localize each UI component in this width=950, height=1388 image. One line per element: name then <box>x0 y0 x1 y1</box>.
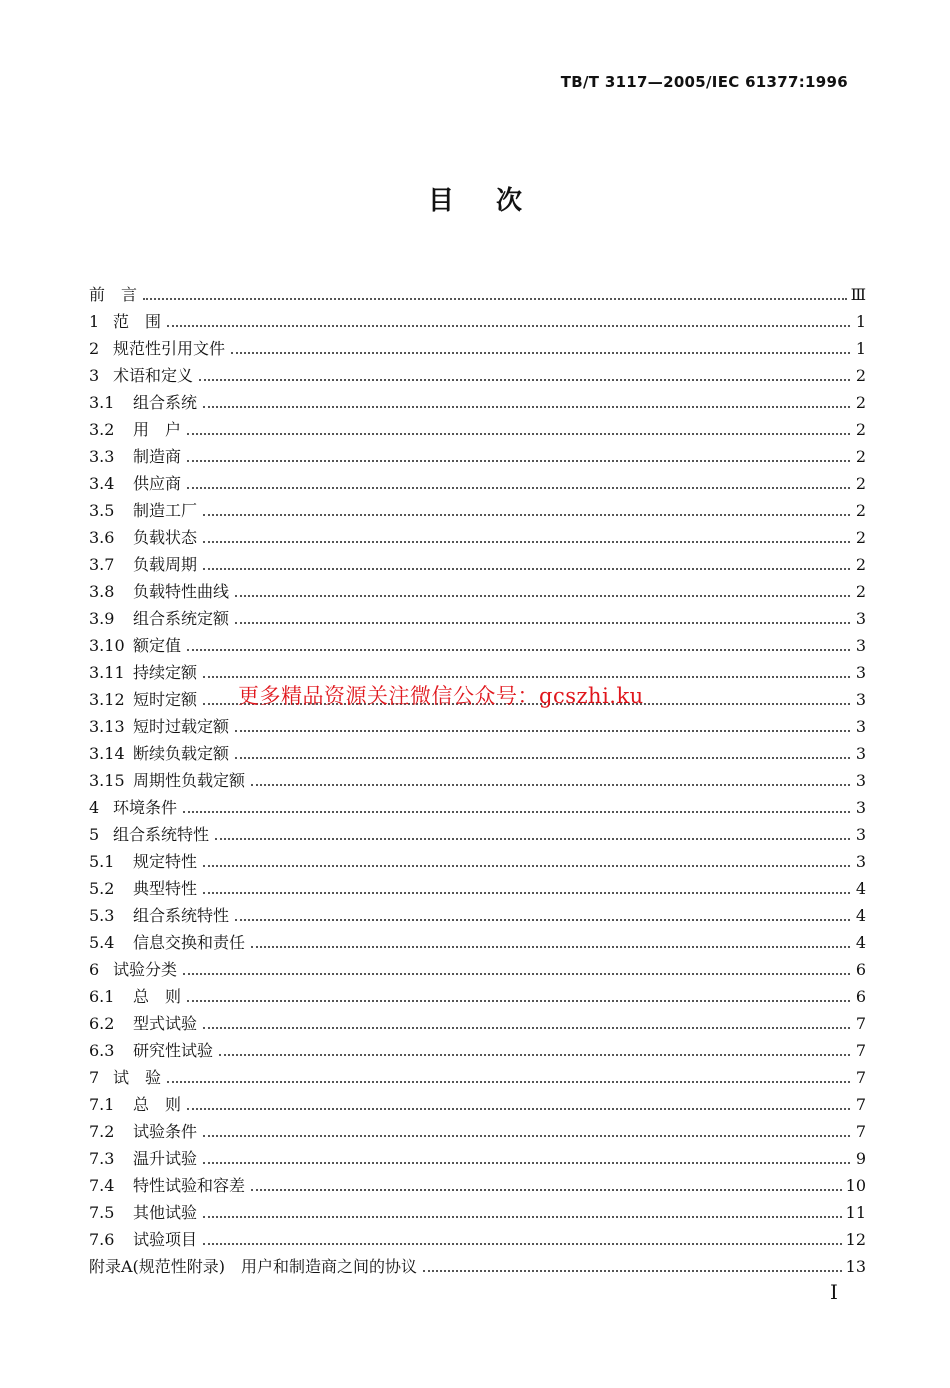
toc-entry-page: 3 <box>855 717 866 736</box>
toc-entry-label: 试验项目 <box>133 1230 198 1249</box>
toc-leader-dots <box>187 487 850 489</box>
toc-leader-dots <box>235 757 850 759</box>
toc-entry-number: 3.11 <box>89 663 125 682</box>
toc-leader-dots <box>143 298 847 300</box>
toc-entry-number: 3.12 <box>89 690 125 709</box>
toc-entry-number: 3.6 <box>89 528 115 547</box>
toc-entry-label: 研究性试验 <box>133 1041 214 1060</box>
toc-entry-label: 环境条件 <box>113 798 178 817</box>
toc-entry <box>89 1118 866 1145</box>
toc-entry <box>89 1091 866 1118</box>
toc-entry-number: 6.3 <box>89 1041 115 1060</box>
toc-leader-dots <box>423 1270 842 1272</box>
toc-entry-page: 3 <box>855 852 866 871</box>
toc-entry-page: 4 <box>855 906 866 925</box>
toc-entry <box>89 416 866 443</box>
toc-entry <box>89 497 866 524</box>
toc-entry-page: 3 <box>855 771 866 790</box>
toc-entry <box>89 362 866 389</box>
toc-entry-page: 2 <box>855 582 866 601</box>
toc-entry-label: 典型特性 <box>133 879 198 898</box>
toc-leader-dots <box>183 811 850 813</box>
toc-entry-label: 信息交换和责任 <box>133 933 246 952</box>
toc-entry-page: 2 <box>855 501 866 520</box>
toc-leader-dots <box>231 352 850 354</box>
toc-entry <box>89 551 866 578</box>
toc-entry-page: 2 <box>855 420 866 439</box>
toc-entry-label: 范 围 <box>113 312 162 331</box>
toc-entry-page: 3 <box>855 798 866 817</box>
toc-entry-page: 10 <box>845 1176 866 1195</box>
toc-entry-number: 7.6 <box>89 1230 115 1249</box>
table-of-contents <box>89 281 866 1280</box>
toc-entry-number: 3.15 <box>89 771 125 790</box>
toc-entry <box>89 524 866 551</box>
toc-entry-page: 2 <box>855 474 866 493</box>
toc-entry-page: 2 <box>855 555 866 574</box>
toc-entry-page: 3 <box>855 690 866 709</box>
toc-leader-dots <box>187 1000 850 1002</box>
toc-entry <box>89 389 866 416</box>
toc-entry-number: 5.4 <box>89 933 115 952</box>
toc-entry-label: 试验条件 <box>133 1122 198 1141</box>
toc-entry-label: 持续定额 <box>133 663 198 682</box>
toc-entry <box>89 1253 866 1280</box>
toc-leader-dots <box>235 622 850 624</box>
toc-entry-label: 制造工厂 <box>133 501 198 520</box>
toc-entry-page: 3 <box>855 825 866 844</box>
toc-entry-label: 负载状态 <box>133 528 198 547</box>
toc-entry-number: 3.9 <box>89 609 115 628</box>
toc-leader-dots <box>203 406 850 408</box>
toc-entry <box>89 740 866 767</box>
toc-entry-label: 温升试验 <box>133 1149 198 1168</box>
toc-leader-dots <box>203 568 850 570</box>
toc-entry <box>89 1064 866 1091</box>
toc-entry-page: 11 <box>845 1203 866 1222</box>
toc-entry-number: 6.1 <box>89 987 115 1006</box>
toc-entry-number: 3.10 <box>89 636 125 655</box>
toc-entry-number: 3.5 <box>89 501 115 520</box>
standard-number: TB/T 3117—2005/IEC 61377:1996 <box>560 73 848 91</box>
toc-entry-page: 3 <box>855 609 866 628</box>
toc-leader-dots <box>203 1027 850 1029</box>
toc-entry-label: 附录A(规范性附录) 用户和制造商之间的协议 <box>89 1257 418 1276</box>
toc-entry-label: 规范性引用文件 <box>113 339 226 358</box>
toc-leader-dots <box>187 433 850 435</box>
toc-entry <box>89 929 866 956</box>
toc-entry-page: 6 <box>855 987 866 1006</box>
toc-entry <box>89 1010 866 1037</box>
toc-entry-page: 2 <box>855 366 866 385</box>
toc-leader-dots <box>187 649 850 651</box>
toc-entry <box>89 1199 866 1226</box>
toc-entry-page: 4 <box>855 933 866 952</box>
toc-entry-page: 13 <box>845 1257 866 1276</box>
toc-entry-page: 2 <box>855 528 866 547</box>
toc-leader-dots <box>219 1054 850 1056</box>
toc-entry <box>89 335 866 362</box>
toc-entry <box>89 470 866 497</box>
toc-entry-label: 型式试验 <box>133 1014 198 1033</box>
toc-entry-page: 12 <box>845 1230 866 1249</box>
toc-leader-dots <box>203 1135 850 1137</box>
toc-entry <box>89 794 866 821</box>
toc-entry-number: 2 <box>89 339 100 358</box>
toc-entry <box>89 443 866 470</box>
toc-entry-number: 3.14 <box>89 744 125 763</box>
toc-entry <box>89 983 866 1010</box>
toc-leader-dots <box>187 460 850 462</box>
toc-entry-number: 4 <box>89 798 100 817</box>
toc-entry-number: 5.3 <box>89 906 115 925</box>
toc-leader-dots <box>235 730 850 732</box>
toc-entry <box>89 1226 866 1253</box>
toc-entry-number: 7.2 <box>89 1122 115 1141</box>
toc-leader-dots <box>167 325 850 327</box>
toc-entry-label: 周期性负载定额 <box>133 771 246 790</box>
toc-entry-label: 前 言 <box>89 285 138 304</box>
toc-leader-dots <box>203 1162 850 1164</box>
watermark-text: 更多精品资源关注微信公众号：gcszhi.ku <box>238 684 644 708</box>
toc-entry-label: 用 户 <box>133 420 182 439</box>
toc-leader-dots <box>199 379 850 381</box>
toc-entry <box>89 902 866 929</box>
toc-entry-label: 其他试验 <box>133 1203 198 1222</box>
toc-leader-dots <box>203 514 850 516</box>
toc-entry <box>89 632 866 659</box>
toc-leader-dots <box>251 1189 842 1191</box>
toc-entry-page: 3 <box>855 636 866 655</box>
toc-leader-dots <box>183 973 850 975</box>
toc-entry-label: 特性试验和容差 <box>133 1176 246 1195</box>
toc-leader-dots <box>187 1108 850 1110</box>
toc-leader-dots <box>251 946 850 948</box>
toc-leader-dots <box>235 595 850 597</box>
toc-entry-label: 规定特性 <box>133 852 198 871</box>
toc-entry-page: 3 <box>855 663 866 682</box>
toc-entry-number: 3.7 <box>89 555 115 574</box>
toc-entry-number: 3.8 <box>89 582 115 601</box>
toc-entry-page: 7 <box>855 1014 866 1033</box>
toc-entry-label: 组合系统定额 <box>133 609 230 628</box>
toc-entry <box>89 848 866 875</box>
toc-leader-dots <box>203 676 850 678</box>
toc-leader-dots <box>215 838 850 840</box>
toc-entry-page: 7 <box>855 1122 866 1141</box>
toc-entry-number: 6 <box>89 960 100 979</box>
toc-entry-label: 负载特性曲线 <box>133 582 230 601</box>
toc-entry-label: 组合系统特性 <box>113 825 210 844</box>
toc-entry-number: 3 <box>89 366 100 385</box>
toc-entry-label: 总 则 <box>133 1095 182 1114</box>
toc-entry <box>89 308 866 335</box>
toc-entry-label: 负载周期 <box>133 555 198 574</box>
toc-entry <box>89 821 866 848</box>
toc-leader-dots <box>251 784 850 786</box>
toc-entry-label: 短时过载定额 <box>133 717 230 736</box>
toc-entry-page: 1 <box>855 312 866 331</box>
toc-entry-number: 7.4 <box>89 1176 115 1195</box>
toc-leader-dots <box>203 541 850 543</box>
toc-entry <box>89 767 866 794</box>
toc-entry-label: 短时定额 <box>133 690 198 709</box>
toc-entry <box>89 281 866 308</box>
toc-entry-label: 组合系统特性 <box>133 906 230 925</box>
toc-entry-label: 供应商 <box>133 474 182 493</box>
toc-entry <box>89 578 866 605</box>
toc-entry-page: 7 <box>855 1095 866 1114</box>
toc-leader-dots <box>203 1243 842 1245</box>
toc-entry <box>89 875 866 902</box>
toc-entry-page: Ⅲ <box>850 285 866 304</box>
toc-leader-dots <box>235 919 850 921</box>
toc-entry-label: 断续负载定额 <box>133 744 230 763</box>
toc-entry-number: 1 <box>89 312 100 331</box>
toc-entry-number: 7.1 <box>89 1095 115 1114</box>
toc-entry-page: 1 <box>855 339 866 358</box>
toc-entry-number: 3.3 <box>89 447 115 466</box>
toc-entry-page: 6 <box>855 960 866 979</box>
toc-entry <box>89 713 866 740</box>
toc-leader-dots <box>203 1216 842 1218</box>
toc-leader-dots <box>203 865 850 867</box>
toc-entry-number: 5.1 <box>89 852 115 871</box>
toc-entry-page: 9 <box>855 1149 866 1168</box>
toc-entry-number: 3.4 <box>89 474 115 493</box>
toc-entry-number: 5 <box>89 825 100 844</box>
toc-entry-number: 6.2 <box>89 1014 115 1033</box>
toc-entry-label: 试 验 <box>113 1068 162 1087</box>
toc-entry-number: 3.2 <box>89 420 115 439</box>
page-number: Ⅰ <box>830 1280 838 1304</box>
toc-entry-label: 制造商 <box>133 447 182 466</box>
toc-entry-label: 额定值 <box>133 636 182 655</box>
toc-entry <box>89 1172 866 1199</box>
toc-entry-page: 2 <box>855 393 866 412</box>
toc-entry-page: 4 <box>855 879 866 898</box>
toc-entry <box>89 956 866 983</box>
toc-entry-number: 7 <box>89 1068 100 1087</box>
toc-entry-page: 2 <box>855 447 866 466</box>
toc-entry-number: 3.1 <box>89 393 115 412</box>
toc-leader-dots <box>203 892 850 894</box>
toc-entry-page: 3 <box>855 744 866 763</box>
toc-entry-label: 总 则 <box>133 987 182 1006</box>
toc-entry-label: 试验分类 <box>113 960 178 979</box>
toc-entry <box>89 1145 866 1172</box>
page-title: 目次 <box>427 186 564 216</box>
toc-entry-page: 7 <box>855 1068 866 1087</box>
toc-entry <box>89 1037 866 1064</box>
toc-entry-label: 组合系统 <box>133 393 198 412</box>
toc-entry-number: 7.5 <box>89 1203 115 1222</box>
toc-entry-number: 7.3 <box>89 1149 115 1168</box>
toc-leader-dots <box>167 1081 850 1083</box>
toc-entry-page: 7 <box>855 1041 866 1060</box>
toc-entry-number: 3.13 <box>89 717 125 736</box>
toc-entry-label: 术语和定义 <box>113 366 194 385</box>
toc-entry-number: 5.2 <box>89 879 115 898</box>
toc-entry <box>89 605 866 632</box>
